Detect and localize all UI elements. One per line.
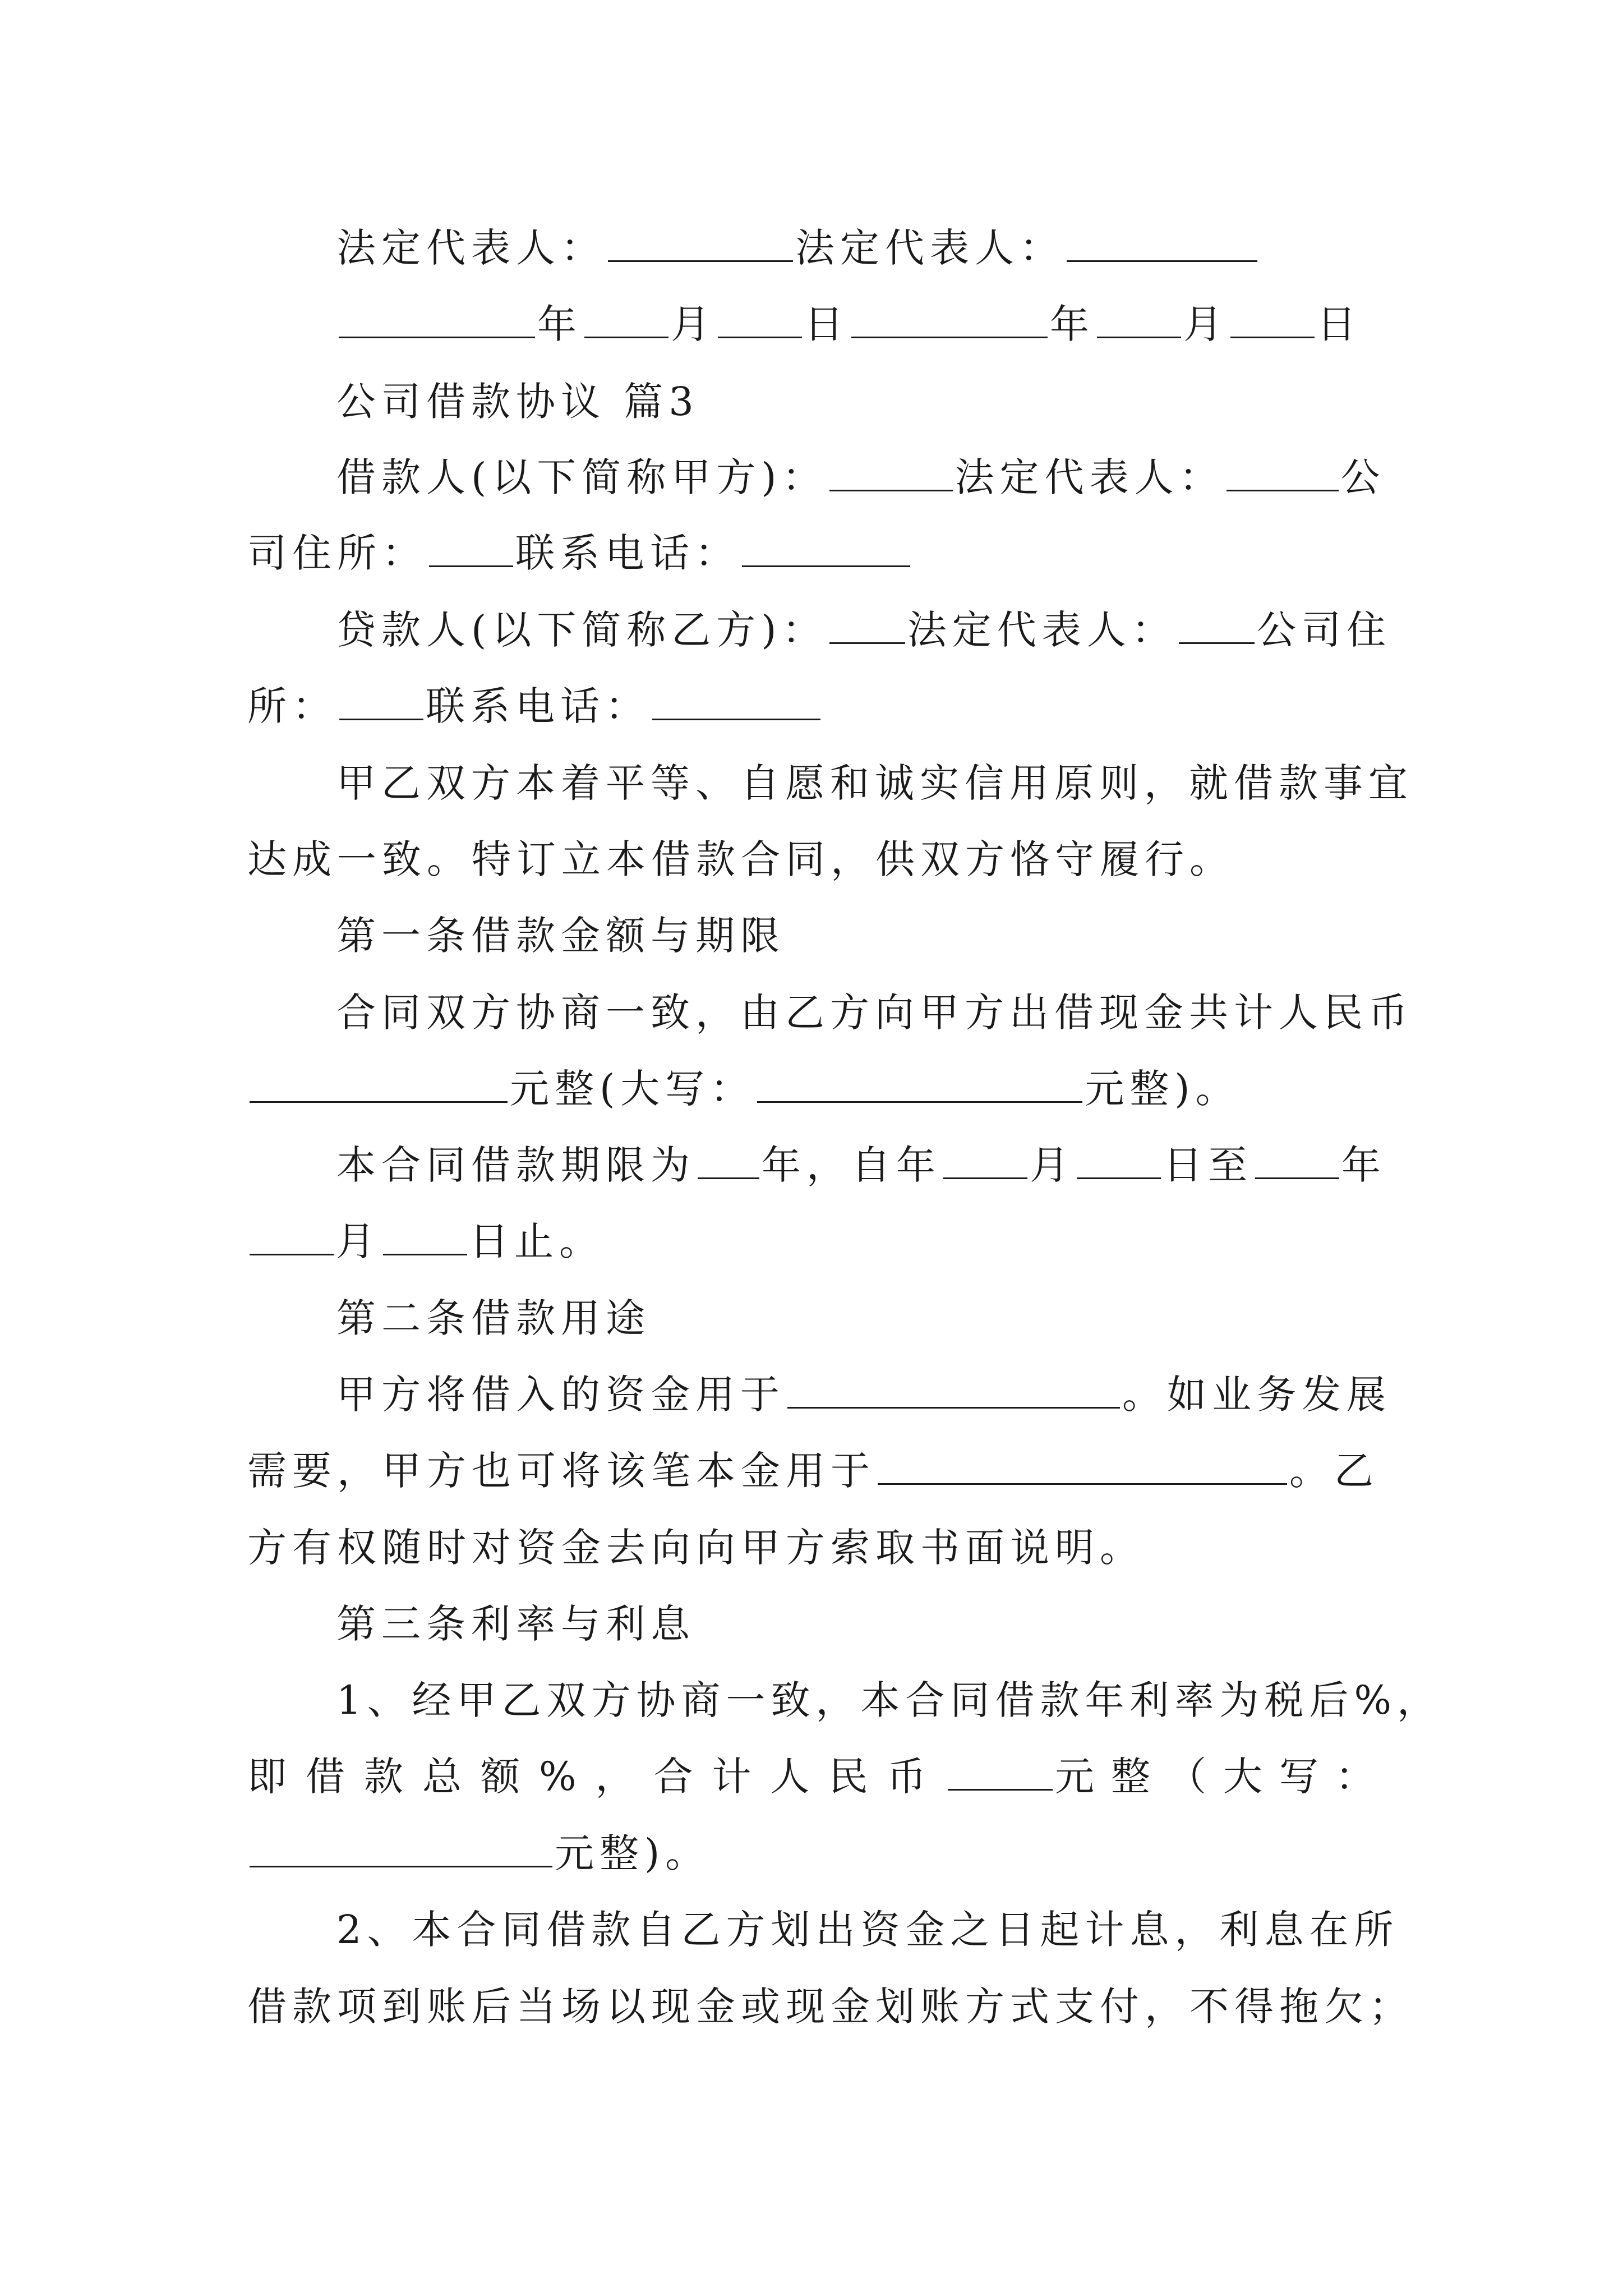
section-heading (336, 359, 1391, 438)
blank-field[interactable] (250, 1069, 508, 1103)
text-segment: 法定代表人： (955, 454, 1224, 500)
text-segment: 。乙 (1289, 1447, 1379, 1494)
heading-text: 第一条借款金额与期限 (336, 912, 785, 959)
blank-field[interactable] (1255, 1145, 1339, 1179)
signature-line-dates (336, 282, 1391, 360)
text-segment: 日 (804, 301, 849, 347)
article-heading (336, 1581, 1391, 1660)
text-segment: 公 (1340, 454, 1386, 500)
paragraph-line (336, 970, 1413, 1048)
text-segment: 需要，甲方也可将该笔本金用于 (247, 1447, 875, 1494)
blank-field[interactable] (948, 1756, 1053, 1791)
text-segment: 月 (336, 1218, 381, 1264)
blank-field[interactable] (1230, 304, 1315, 338)
text-segment: 达成一致。特订立本借款合同，供双方恪守履行。 (247, 836, 1234, 882)
text-segment: 。如业务发展 (1122, 1371, 1391, 1418)
text-segment: 借款项到账后当场以现金或现金划账方式支付，不得拖欠； (247, 1983, 1414, 2030)
paragraph-line (336, 1352, 1391, 1430)
blank-field[interactable] (608, 228, 793, 262)
blank-field[interactable] (757, 1069, 1082, 1103)
text-segment: 元整（大写： (1055, 1753, 1391, 1800)
paragraph-line (247, 1734, 1391, 1812)
text-segment: 日至 (1163, 1142, 1253, 1188)
text-segment: 甲乙双方本着平等、自愿和诚实信用原则，就借款事宜 (336, 760, 1413, 806)
text-segment: 元整(大写： (510, 1065, 755, 1112)
blank-field[interactable] (1227, 457, 1339, 491)
text-segment: 日 (1317, 301, 1362, 347)
blank-field[interactable] (718, 304, 802, 338)
blank-field[interactable] (1077, 1145, 1161, 1179)
text-segment: 方有权随时对资金去向向甲方索取书面说明。 (247, 1524, 1145, 1571)
blank-field[interactable] (339, 304, 535, 338)
blank-field[interactable] (339, 686, 423, 720)
signature-line-representatives (336, 205, 1391, 284)
text-segment: 贷款人(以下简称乙方)： (336, 606, 827, 653)
blank-field[interactable] (250, 1833, 552, 1867)
paragraph-line (247, 1046, 1391, 1125)
blank-field[interactable] (429, 533, 513, 567)
text-segment: 月 (1030, 1142, 1075, 1188)
blank-field[interactable] (851, 304, 1048, 338)
paragraph-line (336, 740, 1413, 819)
text-segment: 本合同借款期限为 (336, 1142, 695, 1188)
text-segment: 年 (537, 301, 582, 347)
blank-field[interactable] (250, 1221, 334, 1255)
paragraph-line (336, 1658, 1442, 1736)
heading-text: 第二条借款用途 (336, 1295, 651, 1341)
article-heading (336, 1276, 1391, 1354)
blank-field[interactable] (1067, 228, 1257, 262)
text-segment: 法定代表人： (336, 224, 606, 271)
paragraph-line (247, 1428, 1391, 1507)
blank-field[interactable] (584, 304, 668, 338)
paragraph-line (247, 1199, 1391, 1277)
paragraph-line (247, 817, 1391, 895)
heading-text: 公司借款协议 篇3 (336, 378, 699, 425)
text-segment: 年 (1050, 301, 1095, 347)
text-segment: 司住所： (247, 530, 427, 576)
text-segment: 公司住 (1257, 606, 1391, 653)
text-segment: 月 (671, 301, 716, 347)
blank-field[interactable] (829, 457, 953, 491)
text-segment: 借款人(以下简称甲方)： (336, 454, 827, 500)
heading-text: 第三条利率与利息 (336, 1600, 695, 1647)
paragraph-line (336, 1122, 1391, 1201)
text-segment: 所： (247, 683, 337, 729)
paragraph-line (247, 1964, 1414, 2042)
blank-field[interactable] (1097, 304, 1181, 338)
blank-field[interactable] (878, 1451, 1287, 1485)
text-segment: 法定代表人： (907, 606, 1177, 653)
text-segment: 年，自年 (762, 1142, 941, 1188)
text-segment: 日止。 (469, 1218, 604, 1264)
blank-field[interactable] (1179, 610, 1255, 644)
text-segment: 联系电话： (515, 530, 740, 576)
blank-field[interactable] (383, 1221, 467, 1255)
paragraph-line (247, 664, 1391, 742)
blank-field[interactable] (742, 533, 910, 567)
text-segment: 元整)。 (1085, 1065, 1241, 1112)
text-segment: 即借款总额%，合计人民币 (247, 1753, 946, 1800)
article-heading (336, 893, 1391, 972)
paragraph-line (336, 435, 1391, 513)
paragraph-line (247, 1505, 1391, 1584)
text-segment: 年 (1341, 1142, 1386, 1188)
paragraph-line (247, 510, 1391, 589)
paragraph-line (336, 1887, 1399, 1966)
blank-field[interactable] (787, 1374, 1120, 1409)
text-segment: 1、经甲乙双方协商一致，本合同借款年利率为税后%， (336, 1677, 1442, 1723)
blank-field[interactable] (943, 1145, 1027, 1179)
text-segment: 月 (1183, 301, 1228, 347)
paragraph-line (336, 587, 1391, 666)
text-segment: 联系电话： (426, 683, 650, 729)
text-segment: 2、本合同借款自乙方划出资金之日起计息，利息在所 (336, 1906, 1399, 1953)
text-segment: 法定代表人： (795, 224, 1064, 271)
blank-field[interactable] (829, 610, 905, 644)
blank-field[interactable] (698, 1145, 759, 1179)
text-segment: 甲方将借入的资金用于 (336, 1371, 785, 1418)
paragraph-line (247, 1811, 1391, 1889)
text-segment: 元整)。 (555, 1830, 711, 1876)
blank-field[interactable] (652, 686, 820, 720)
text-segment: 合同双方协商一致，由乙方向甲方出借现金共计人民币 (336, 989, 1413, 1036)
